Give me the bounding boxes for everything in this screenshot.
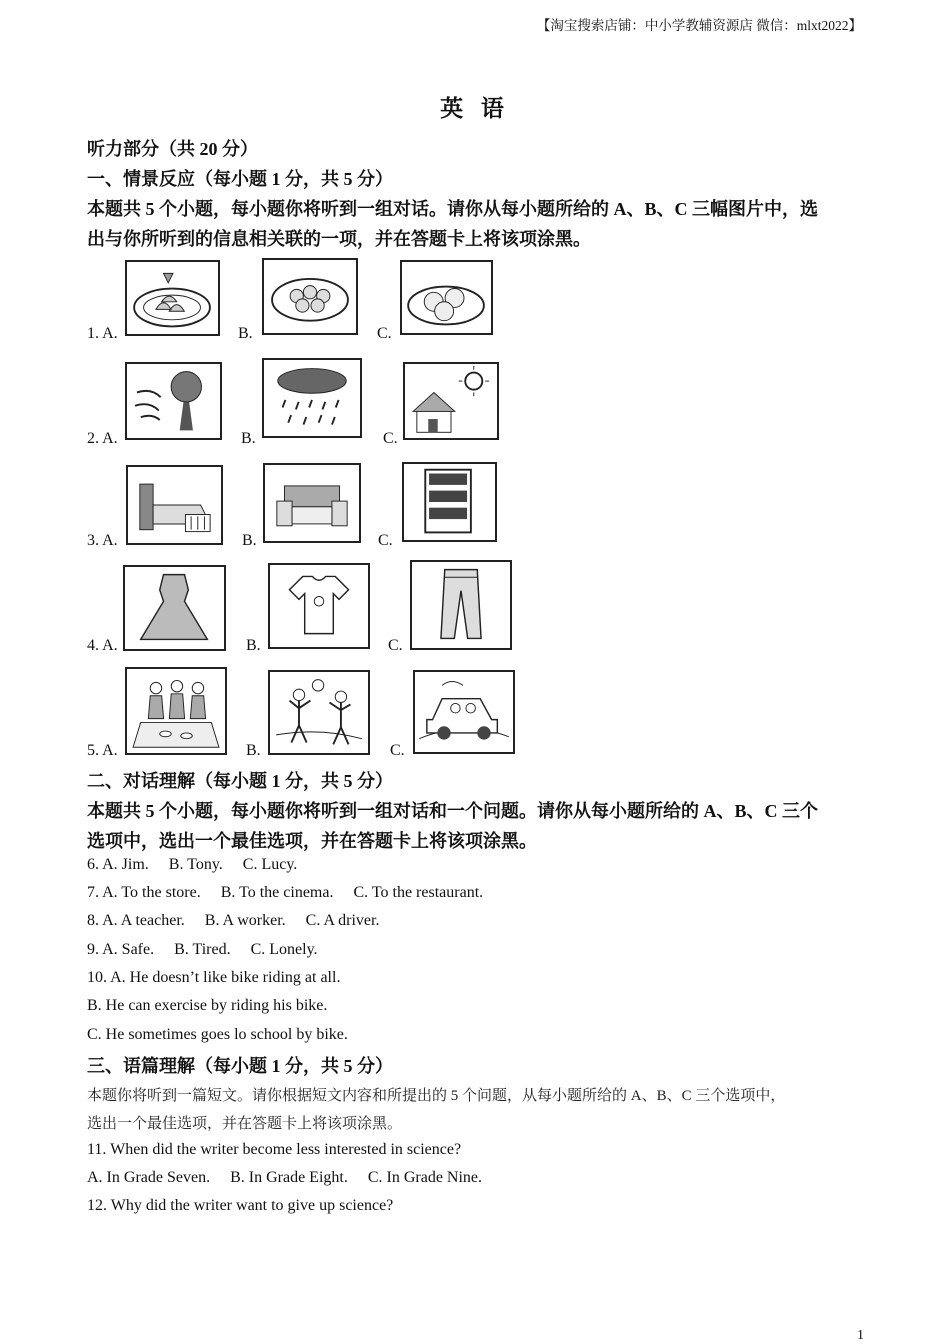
q2-label-c: C. <box>383 430 398 447</box>
question-11: 11. When did the writer become less interested in science? <box>87 1141 462 1158</box>
q11-option-c[interactable]: C. In Grade Nine. <box>367 1169 483 1186</box>
q10-option-a[interactable]: 10. A. He doesn’t like bike riding at all. <box>87 969 341 986</box>
q8-option-a[interactable]: 8. A. A teacher. <box>87 912 185 929</box>
q8-option-b[interactable]: B. A worker. <box>204 912 286 929</box>
part2-instruction-2: 选项中，选出一个最佳选项，并在答题卡上将该项涂黑。 <box>87 831 537 851</box>
dress-icon[interactable] <box>123 565 226 651</box>
playing-ball-icon[interactable] <box>268 670 370 755</box>
listening-heading: 听力部分（共 20 分） <box>87 139 258 159</box>
question-9 <box>87 941 338 959</box>
q6-option-a[interactable]: 6. A. Jim. <box>87 856 149 873</box>
q1-label-b: B. <box>238 325 253 342</box>
q5-label-c: C. <box>390 742 405 759</box>
bookcase-icon[interactable] <box>402 462 497 542</box>
q5-label-a: 5. A. <box>87 742 118 759</box>
page-number: 1 <box>857 1328 864 1343</box>
q6-option-b[interactable]: B. Tony. <box>168 856 223 873</box>
q6-option-c[interactable]: C. Lucy. <box>242 856 298 873</box>
q2-label-b: B. <box>241 430 256 447</box>
q9-option-a[interactable]: 9. A. Safe. <box>87 941 155 958</box>
rain-cloud-icon[interactable] <box>262 358 362 438</box>
picnic-icon[interactable] <box>125 667 227 755</box>
windy-tree-icon[interactable] <box>125 362 222 440</box>
question-11-options <box>87 1169 502 1187</box>
q3-label-a: 3. A. <box>87 532 118 549</box>
q8-option-c[interactable]: C. A driver. <box>305 912 380 929</box>
q4-label-a: 4. A. <box>87 637 118 654</box>
part1-instruction-1: 本题共 5 个小题，每小题你将听到一组对话。请你从每小题所给的 A、B、C 三幅图片中，选 <box>87 199 818 219</box>
q10-option-b[interactable]: B. He can exercise by riding his bike. <box>87 997 328 1014</box>
q11-option-b[interactable]: B. In Grade Eight. <box>230 1169 348 1186</box>
cookies-plate-icon[interactable] <box>262 258 358 335</box>
part3-heading: 三、语篇理解（每小题 1 分，共 5 分） <box>87 1056 393 1076</box>
q1-label-c: C. <box>377 325 392 342</box>
q9-option-c[interactable]: C. Lonely. <box>250 941 318 958</box>
part2-heading: 二、对话理解（每小题 1 分，共 5 分） <box>87 771 393 791</box>
q4-label-c: C. <box>388 637 403 654</box>
q3-label-c: C. <box>378 532 393 549</box>
q3-label-b: B. <box>242 532 257 549</box>
question-7 <box>87 884 503 902</box>
q11-option-a[interactable]: A. In Grade Seven. <box>87 1169 211 1186</box>
header-note: 【淘宝搜索店铺：中小学教辅资源店 微信：mlxt2022】 <box>536 18 862 33</box>
question-6 <box>87 856 317 874</box>
q7-option-b[interactable]: B. To the cinema. <box>220 884 334 901</box>
part1-heading: 一、情景反应（每小题 1 分，共 5 分） <box>87 169 393 189</box>
q2-label-a: 2. A. <box>87 430 118 447</box>
t-shirt-icon[interactable] <box>268 563 370 649</box>
q7-option-a[interactable]: 7. A. To the store. <box>87 884 201 901</box>
page-title: 英 语 <box>440 96 510 121</box>
q4-label-b: B. <box>246 637 261 654</box>
part1-instruction-2: 出与你所听到的信息相关联的一项，并在答题卡上将该项涂黑。 <box>87 229 591 249</box>
question-8 <box>87 912 399 930</box>
steamed-buns-plate-icon[interactable] <box>400 260 493 335</box>
part2-instruction-1: 本题共 5 个小题，每小题你将听到一组对话和一个问题。请你从每小题所给的 A、B、C 三个 <box>87 801 818 821</box>
q9-option-b[interactable]: B. Tired. <box>174 941 231 958</box>
part3-instruction-1: 本题你将听到一篇短文。请你根据短文内容和所提出的 5 个问题，从每小题所给的 A、B、C 三个选项中， <box>87 1088 786 1104</box>
q5-label-b: B. <box>246 742 261 759</box>
sofa-icon[interactable] <box>263 463 361 543</box>
q10-option-c[interactable]: C. He sometimes goes lo school by bike. <box>87 1026 348 1043</box>
part3-instruction-2: 选出一个最佳选项，并在答题卡上将该项涂黑。 <box>87 1116 403 1132</box>
q1-label-a: 1. A. <box>87 325 118 342</box>
trousers-icon[interactable] <box>410 560 512 650</box>
dumplings-plate-icon[interactable] <box>125 260 220 336</box>
q7-option-c[interactable]: C. To the restaurant. <box>353 884 484 901</box>
bed-icon[interactable] <box>126 465 223 545</box>
car-trip-icon[interactable] <box>413 670 515 754</box>
sunny-house-icon[interactable] <box>403 362 499 440</box>
question-12: 12. Why did the writer want to give up science? <box>87 1197 394 1214</box>
